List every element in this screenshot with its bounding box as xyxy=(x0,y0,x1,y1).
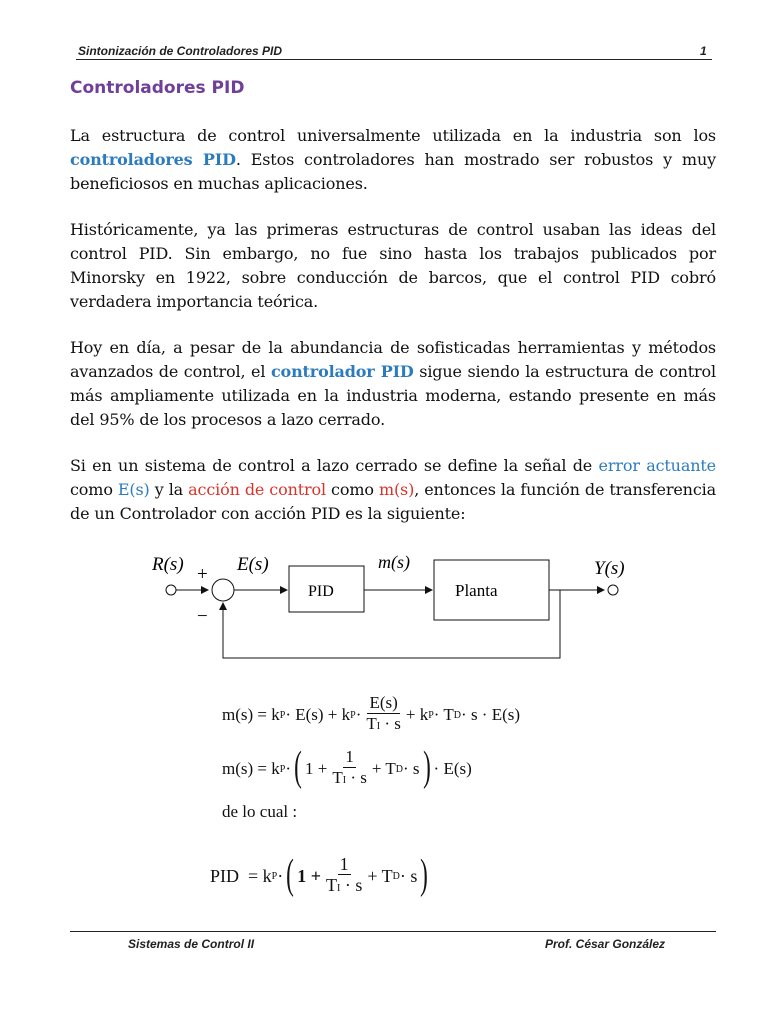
paragraph-today xyxy=(70,336,716,432)
formula-fraction xyxy=(330,748,369,790)
formula-parallel xyxy=(222,694,520,736)
footer-course: Sistemas de Control II xyxy=(128,937,255,951)
footer-rule xyxy=(70,931,716,932)
paragraph-text: y la xyxy=(149,480,189,499)
formula-text: 1 + xyxy=(304,759,328,778)
fraction-numerator: 1 xyxy=(339,854,349,874)
formula-text: · E(s) xyxy=(433,759,472,778)
formula-text: · xyxy=(285,759,291,778)
highlight-error-actuante: error actuante xyxy=(598,456,716,475)
highlight-controladores-pid: controladores PID xyxy=(70,150,236,169)
formula-text: · s xyxy=(399,866,418,886)
fraction-denominator xyxy=(324,875,364,898)
formula-text: + T xyxy=(367,866,393,886)
fraction-numerator: 1 xyxy=(345,747,354,766)
paragraph-text: como xyxy=(70,480,118,499)
right-paren: ) xyxy=(420,851,429,898)
highlight-es: E(s) xyxy=(117,480,150,499)
formula-text: · s · E(s) xyxy=(461,705,521,724)
formula-subscript: I xyxy=(336,883,341,894)
formula-text: m(s) = k xyxy=(222,705,280,724)
left-paren: ( xyxy=(294,744,302,790)
formula-subscript: P xyxy=(428,709,434,721)
plus-sign: + xyxy=(197,564,208,585)
formula-text: · xyxy=(355,705,362,724)
paragraph-definition xyxy=(70,454,716,526)
formula-subscript: D xyxy=(392,871,400,882)
fraction-denominator xyxy=(330,768,369,790)
formula-subscript: D xyxy=(453,709,462,721)
page-number: 1 xyxy=(700,44,707,58)
formula-text: T xyxy=(366,714,377,733)
input-label: R(s) xyxy=(152,554,184,575)
formula-connector: de lo cual : xyxy=(222,802,298,821)
formula-fraction xyxy=(364,694,403,736)
paragraph-text: Hoy en día, a pesar de la abundancia de sofisticadas herramientas y métodos avanzados de control, el xyxy=(70,338,716,381)
formula-text: · xyxy=(277,866,284,886)
formula-fraction xyxy=(324,855,364,898)
formula-subscript: D xyxy=(395,763,403,775)
formula-text: + k xyxy=(405,705,429,724)
paragraph-text: como xyxy=(325,480,379,499)
block-diagram xyxy=(140,546,660,666)
paragraph-text: sigue siendo la estructura de control más ampliamente utilizada en la industria moderna, estando presente en más del 95% de los procesos a lazo cerrado. xyxy=(70,362,716,429)
output-node xyxy=(608,585,618,595)
input-node xyxy=(166,585,176,595)
formula-text: · E(s) + k xyxy=(285,705,351,724)
formula-pid xyxy=(210,851,431,898)
paragraph-intro xyxy=(70,124,716,196)
left-paren: ( xyxy=(286,851,295,898)
header-title: Sintonización de Controladores PID xyxy=(78,44,283,58)
formula-text: T xyxy=(325,875,337,895)
formula-subscript: P xyxy=(271,871,278,882)
paragraph-text: Si en un sistema de control a lazo cerrado se define la señal de xyxy=(70,456,599,475)
formula-subscript: P xyxy=(279,763,286,775)
summing-junction xyxy=(212,579,234,601)
formula-text: + T xyxy=(371,759,396,778)
section-title: Controladores PID xyxy=(70,78,245,98)
paragraph-history: Históricamente, ya las primeras estructuras de control usaban las ideas del control PID. Sin embargo, no fue sino hasta los trabajos publicados por Minorsky en 1922, sobre conducción de barcos, que el control PID cobró verdadera importancia teórica. xyxy=(70,220,716,311)
highlight-accion-de-control: acción de control xyxy=(188,480,326,499)
footer-author: Prof. César González xyxy=(545,937,666,951)
formula-text: · s xyxy=(403,759,420,778)
formula-text: · T xyxy=(433,705,454,724)
highlight-controlador-pid: controlador PID xyxy=(270,362,414,381)
formula-text: 1 + xyxy=(297,866,321,886)
highlight-ms: m(s) xyxy=(378,480,415,499)
pid-block-label: PID xyxy=(308,583,334,600)
formula-text: · s xyxy=(340,875,363,895)
formula-subscript: I xyxy=(342,775,347,786)
fraction-numerator: E(s) xyxy=(369,693,398,712)
plant-block-label: Planta xyxy=(455,581,498,600)
header-rule xyxy=(76,59,712,60)
output-label: Y(s) xyxy=(594,558,625,579)
right-paren: ) xyxy=(422,744,431,790)
formula-subscript: I xyxy=(376,721,381,732)
formula-subscript: P xyxy=(350,709,356,721)
paragraph-text: , entonces la función de transferencia de un Controlador con acción PID es la siguiente: xyxy=(70,480,716,523)
formula-subscript: P xyxy=(279,709,286,721)
formula-text: PID = k xyxy=(210,866,272,886)
paragraph-text: La estructura de control universalmente utilizada en la industria son los xyxy=(70,126,716,145)
fraction-denominator xyxy=(364,714,403,736)
error-label: E(s) xyxy=(237,554,269,575)
formula-text: T xyxy=(332,768,343,787)
formula-text: m(s) = k xyxy=(222,759,280,778)
formula-text: · s xyxy=(346,768,367,787)
paragraph-text: . Estos controladores han mostrado ser robustos y muy beneficiosos en muchas aplicaciones. xyxy=(70,150,717,193)
minus-sign: − xyxy=(197,606,208,627)
control-label: m(s) xyxy=(378,552,410,572)
formula-factored xyxy=(222,744,472,790)
formula-text: · s xyxy=(380,714,401,733)
